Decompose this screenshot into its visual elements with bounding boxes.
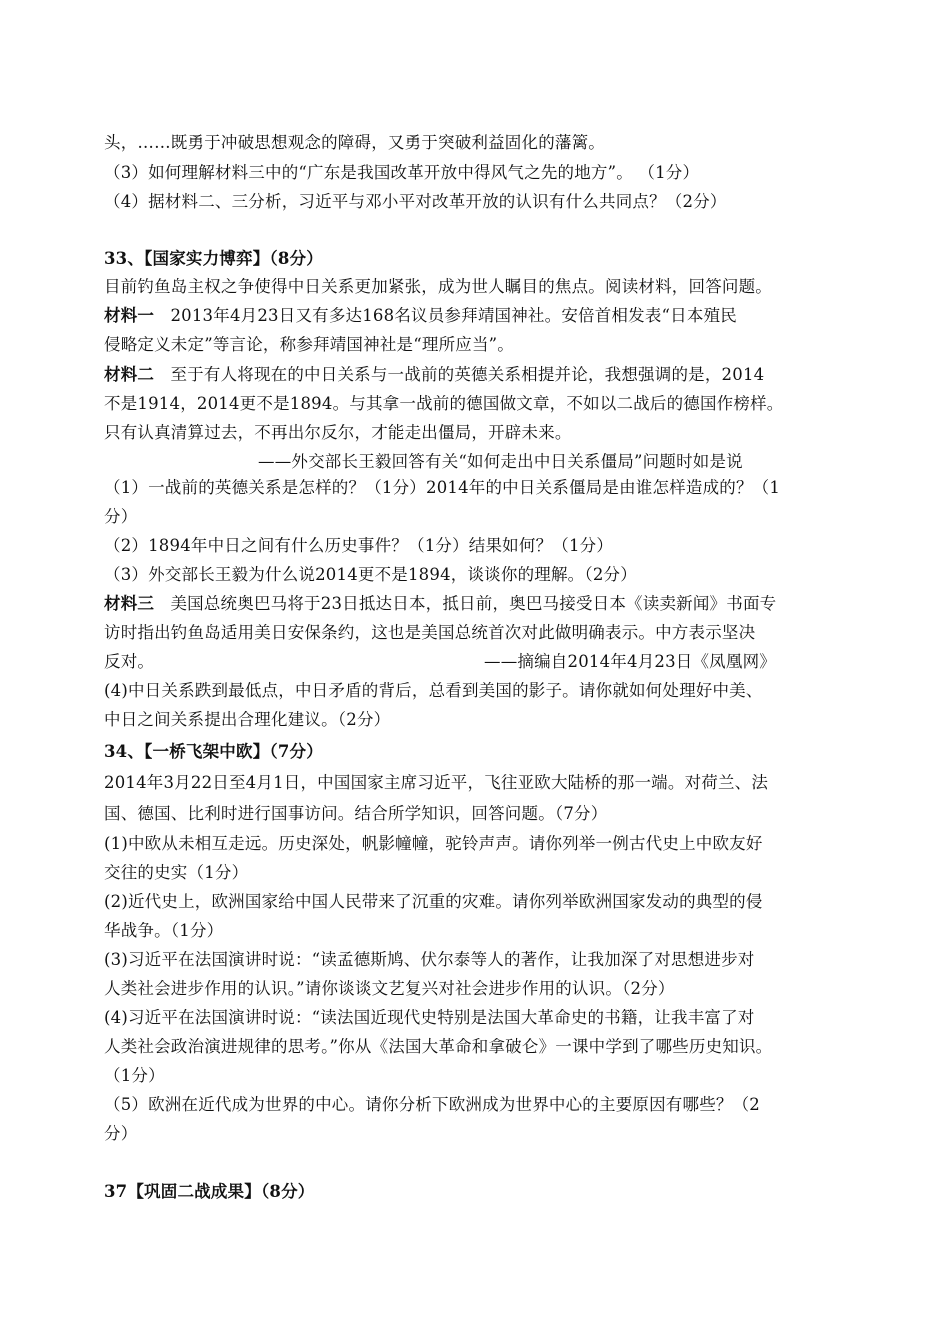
s34-question-5-line-1: （5）欧洲在近代成为世界的中心。请你分析下欧洲成为世界中心的主要原因有哪些？（2 [104, 1095, 760, 1114]
s32-text-line: 头，……既勇于冲破思想观念的障碍，又勇于突破利益固化的藩篱。 [104, 133, 605, 152]
s33-question-3: （3）外交部长王毅为什么说2014更不是1894，谈谈你的理解。（2分） [104, 565, 637, 584]
s33-material-2-line-3: 只有认真清算过去，不再出尔反尔，才能走出僵局，开辟未来。 [104, 423, 572, 442]
material-2-label: 材料二 [104, 365, 155, 384]
s33-question-4-line-2: 中日之间关系提出合理化建议。（2分） [104, 710, 391, 729]
s33-question-4-line-1: (4)中日关系跌到最低点，中日矛盾的背后，总看到美国的影子。请你就如何处理好中美、 [104, 681, 763, 700]
s33-question-2: （2）1894年中日之间有什么历史事件？（1分）结果如何？（1分） [104, 536, 614, 555]
s33-intro: 目前钓鱼岛主权之争使得中日关系更加紧张，成为世人瞩目的焦点。阅读材料，回答问题。 [104, 277, 772, 296]
s33-material-2-line-1 [104, 364, 764, 386]
s33-material-1-line-2: 侵略定义未定”等言论，称参拜靖国神社是“理所应当”。 [104, 335, 515, 354]
material-2-text: 至于有人将现在的中日关系与一战前的英德关系相提并论，我想强调的是，2014 [170, 365, 765, 384]
material-3-label: 材料三 [104, 594, 155, 613]
s34-question-3-line-1: (3)习近平在法国演讲时说：“读孟德斯鸠、伏尔泰等人的著作，让我加深了对思想进步对 [104, 950, 755, 969]
s33-question-1-line-1: （1）一战前的英德关系是怎样的？（1分）2014年的中日关系僵局是由谁怎样造成的？（1 [104, 478, 781, 497]
material-1-text: 2013年4月23日又有多达168名议员参拜靖国神社。安倍首相发表“日本殖民 [170, 306, 737, 325]
s34-intro-line-2: 国、德国、比利时进行国事访问。结合所学知识，回答问题。（7分） [104, 804, 608, 823]
s32-question-4: （4）据材料二、三分析，习近平与邓小平对改革开放的认识有什么共同点？（2分） [104, 192, 727, 211]
s33-material-1-line-1 [104, 305, 737, 327]
s34-question-5-line-2: 分） [104, 1124, 138, 1143]
s34-question-4-line-2: 人类社会政治演进规律的思考。”你从《法国大革命和拿破仑》一课中学到了哪些历史知识。 [104, 1037, 773, 1056]
s34-question-1-line-1: (1)中欧从未相互走远。历史深处，帆影幢幢，驼铃声声。请你列举一例古代史上中欧友好 [104, 834, 763, 853]
s34-question-1-line-2: 交往的史实（1分） [104, 863, 249, 882]
s37-heading: 37【巩固二战成果】（8分） [104, 1182, 315, 1201]
s33-heading: 33、【国家实力博弈】（8分） [104, 249, 323, 268]
s33-material-2-line-2: 不是1914，2014更不是1894。与其拿一战前的德国做文章，不如以二战后的德国作榜样。 [104, 394, 784, 413]
s32-question-3: （3）如何理解材料三中的“广东是我国改革开放中得风气之先的地方”。 （1分） [104, 163, 700, 182]
s33-material-3-line-2: 访时指出钓鱼岛适用美日安保条约，这也是美国总统首次对此做明确表示。中方表示坚决 [104, 623, 756, 642]
s34-intro-line-1: 2014年3月22日至4月1日，中国国家主席习近平，飞往亚欧大陆桥的那一端。对荷兰、法 [104, 773, 769, 792]
s33-material-3-source: ——摘编自2014年4月23日《凤凰网》 [484, 652, 776, 671]
s34-question-4-line-3: （1分） [104, 1066, 165, 1085]
s34-question-2-line-1: (2)近代史上，欧洲国家给中国人民带来了沉重的灾难。请你列举欧洲国家发动的典型的侵 [104, 892, 763, 911]
material-3-text: 美国总统奥巴马将于23日抵达日本，抵日前，奥巴马接受日本《读卖新闻》书面专 [170, 594, 777, 613]
material-1-label: 材料一 [104, 306, 155, 325]
s34-question-2-line-2: 华战争。（1分） [104, 921, 224, 940]
s33-material-3-line-1 [104, 593, 776, 615]
s33-material-2-source: ——外交部长王毅回答有关“如何走出中日关系僵局”问题时如是说 [258, 452, 743, 471]
s34-question-4-line-1: (4)习近平在法国演讲时说：“读法国近现代史特别是法国大革命史的书籍，让我丰富了对 [104, 1008, 755, 1027]
s33-material-3-line-3: 反对。 [104, 652, 155, 671]
s34-heading: 34、【一桥飞架中欧】（7分） [104, 742, 323, 761]
s34-question-3-line-2: 人类社会进步作用的认识。”请你谈谈文艺复兴对社会进步作用的认识。（2分） [104, 979, 675, 998]
s33-question-1-line-2: 分） [104, 507, 138, 526]
